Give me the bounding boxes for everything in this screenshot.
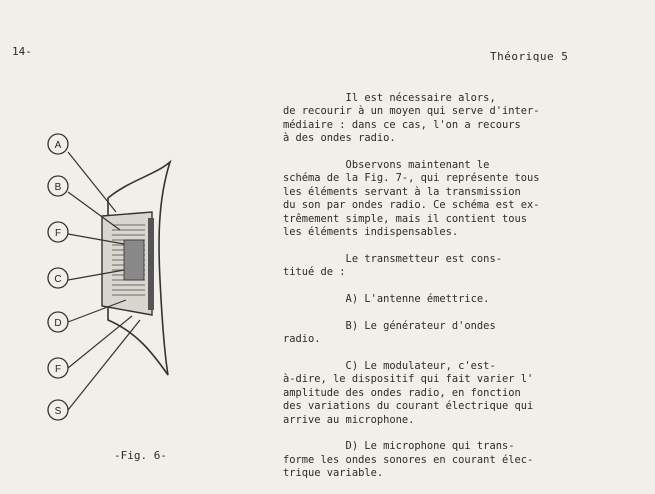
text-line: B) Le générateur d'ondes xyxy=(283,319,496,332)
callout-label-b: B xyxy=(54,182,62,193)
text-line: des variations du courant électrique qui xyxy=(283,400,534,413)
callout-label-f-lower: F xyxy=(54,364,62,375)
text-line: A) L'antenne émettrice. xyxy=(283,293,490,306)
body-paragraph xyxy=(283,440,573,480)
body-text xyxy=(283,92,573,494)
text-line: les éléments indispensables. xyxy=(283,226,459,239)
text-line: amplitude des ondes radio, en fonction xyxy=(283,386,521,399)
text-line: médiaire : dans ce cas, l'on a recours xyxy=(283,118,521,131)
callout-label-s: S xyxy=(54,406,62,417)
leader-line-b xyxy=(68,192,120,230)
text-line: trêmement simple, mais il contient tous xyxy=(283,212,527,225)
text-line: radio. xyxy=(283,333,321,346)
text-line: forme les ondes sonores en courant élec- xyxy=(283,453,534,466)
body-paragraph xyxy=(283,360,573,427)
callout-label-d: D xyxy=(54,318,62,329)
text-line: du son par ondes radio. Ce schéma est ex- xyxy=(283,199,540,212)
text-line: les éléments servant à la transmission xyxy=(283,185,521,198)
figure-6-microphone-diagram xyxy=(40,120,190,430)
text-line: C) Le modulateur, c'est- xyxy=(283,360,496,373)
body-paragraph xyxy=(283,293,573,306)
body-paragraph xyxy=(283,159,573,239)
magnet-block xyxy=(124,240,144,280)
callout-label-c: C xyxy=(54,274,62,285)
callout-label-f-upper: F xyxy=(54,228,62,239)
running-title: Théorique 5 xyxy=(490,50,569,63)
text-line: trique variable. xyxy=(283,467,384,480)
text-line: à-dire, le dispositif qui fait varier l' xyxy=(283,373,534,386)
text-line: titué de : xyxy=(283,266,346,279)
diaphragm xyxy=(148,218,154,310)
text-line: Il est nécessaire alors, xyxy=(283,92,496,104)
text-line: D) Le microphone qui trans- xyxy=(283,440,515,453)
body-paragraph xyxy=(283,92,573,146)
text-line: à des ondes radio. xyxy=(283,132,396,145)
text-line: schéma de la Fig. 7-, qui représente tous xyxy=(283,172,540,185)
leader-line-a xyxy=(68,152,116,212)
text-line: Le transmetteur est cons- xyxy=(283,252,502,265)
callout-label-a: A xyxy=(54,140,62,151)
body-paragraph xyxy=(283,320,573,347)
leader-line-s xyxy=(68,320,140,410)
text-line: de recourir à un moyen qui serve d'inter- xyxy=(283,105,540,118)
page-number: 14- xyxy=(12,45,32,58)
text-line: Observons maintenant le xyxy=(283,159,490,172)
body-paragraph xyxy=(283,253,573,280)
figure-caption: -Fig. 6- xyxy=(114,449,167,462)
text-line: arrive au microphone. xyxy=(283,413,415,426)
leader-line-d xyxy=(68,300,126,322)
